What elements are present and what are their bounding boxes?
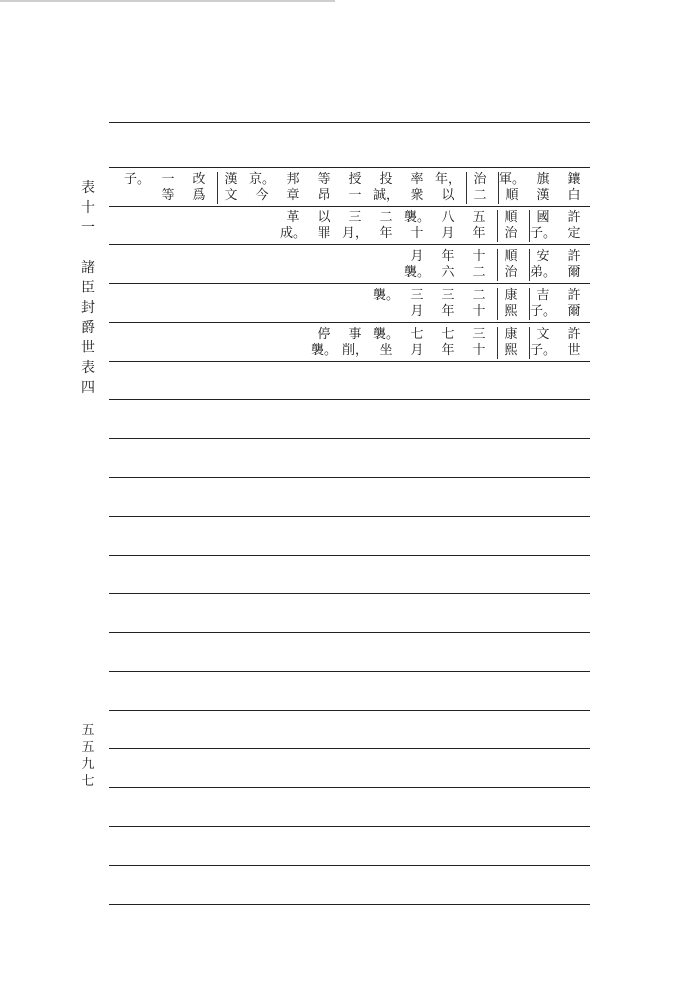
- table-rule: [109, 632, 590, 633]
- entry-cell: 事 削，: [342, 327, 369, 358]
- entry-cell: 軍。 順: [499, 172, 526, 203]
- table-rule: [109, 826, 590, 827]
- entry-cell: 邦 章: [286, 172, 300, 203]
- entry-cell: 二 十: [472, 288, 486, 319]
- table-rule: [109, 748, 590, 749]
- entry-cell: 率 衆: [410, 172, 424, 203]
- table-rule: [109, 555, 590, 556]
- entry-cell: 五 年: [472, 210, 486, 241]
- entry-cell: 七 年: [441, 327, 455, 358]
- entry-cell: 襲。 坐: [373, 327, 400, 358]
- table-row: [368, 288, 587, 320]
- top-rule: [0, 0, 335, 2]
- table-rule: [109, 361, 590, 362]
- table-rule: [109, 283, 590, 284]
- table-row: [119, 172, 587, 204]
- entry-cell: 襲。 十: [404, 210, 431, 241]
- entry-cell: 三 月，: [342, 210, 369, 241]
- entry-cell: 年， 以: [435, 172, 462, 203]
- entry-cell: 順 治: [497, 249, 524, 281]
- entry-cell: 許 世: [567, 327, 581, 358]
- entry-cell: 一 等: [161, 172, 175, 203]
- entry-cell: 授 一: [348, 172, 362, 203]
- table-rule: [109, 671, 590, 672]
- entry-cell: 年 六: [441, 249, 455, 280]
- entry-cell: 八 月: [441, 210, 455, 241]
- entry-cell: 吉 子。: [530, 288, 557, 319]
- table-rule: [109, 438, 590, 439]
- table-rule: [109, 322, 590, 323]
- table-rule: [109, 787, 590, 788]
- entry-cell: 鑲 白: [567, 172, 581, 203]
- table-rule: [109, 244, 590, 245]
- table-rule: [109, 399, 590, 400]
- entry-cell: 文 子。: [530, 327, 557, 358]
- entry-cell: 七 月: [410, 327, 424, 358]
- entry-cell: 三 年: [441, 288, 455, 319]
- entry-cell: 順 治: [497, 210, 524, 242]
- entry-cell: 許 爾: [567, 249, 581, 280]
- page-number: 五 五 九 七: [81, 723, 95, 789]
- running-title: 表 十 一 諸 臣 封 爵 世 表 四: [81, 180, 95, 396]
- table-rule: [109, 710, 590, 711]
- entry-cell: 京。 今: [249, 172, 276, 203]
- entry-cell: 等 昂: [317, 172, 331, 203]
- entry-cell: 二 年: [379, 210, 393, 241]
- table-rule: [109, 865, 590, 866]
- entry-cell: 許 定: [567, 210, 581, 241]
- table-rule: [109, 122, 590, 123]
- entry-cell: 以 罪: [317, 210, 331, 241]
- entry-cell: 康 熙: [497, 327, 524, 359]
- table-rule: [109, 904, 590, 905]
- entry-cell: 月 襲。: [404, 249, 431, 280]
- entry-cell: 安 弟。: [530, 249, 557, 280]
- entry-cell: 停 襲。: [311, 327, 338, 358]
- table-rule: [109, 477, 590, 478]
- entry-cell: 三 十: [472, 327, 486, 358]
- entry-cell: 治 二: [466, 172, 493, 204]
- table-rule: [109, 516, 590, 517]
- entry-cell: 改 爲: [192, 172, 206, 203]
- table-row: [275, 210, 587, 242]
- entry-cell: 康 熙: [497, 288, 524, 320]
- table-rule: [109, 206, 590, 207]
- entry-cell: 子。: [124, 172, 151, 187]
- table-rule: [109, 167, 590, 168]
- entry-cell: 國 子。: [530, 210, 557, 241]
- entry-cell: 十 二: [472, 249, 486, 280]
- table-row: [306, 327, 587, 359]
- entry-cell: 旗 漢: [536, 172, 550, 203]
- entry-cell: 三 月: [410, 288, 424, 319]
- entry-cell: 漢 文: [217, 172, 244, 204]
- entry-cell: 投 誠，: [373, 172, 400, 203]
- entry-cell: 革 成。: [280, 210, 307, 241]
- entry-cell: 襲。: [373, 288, 400, 303]
- table-row: [399, 249, 587, 281]
- entry-cell: 許 爾: [567, 288, 581, 319]
- table-rule: [109, 593, 590, 594]
